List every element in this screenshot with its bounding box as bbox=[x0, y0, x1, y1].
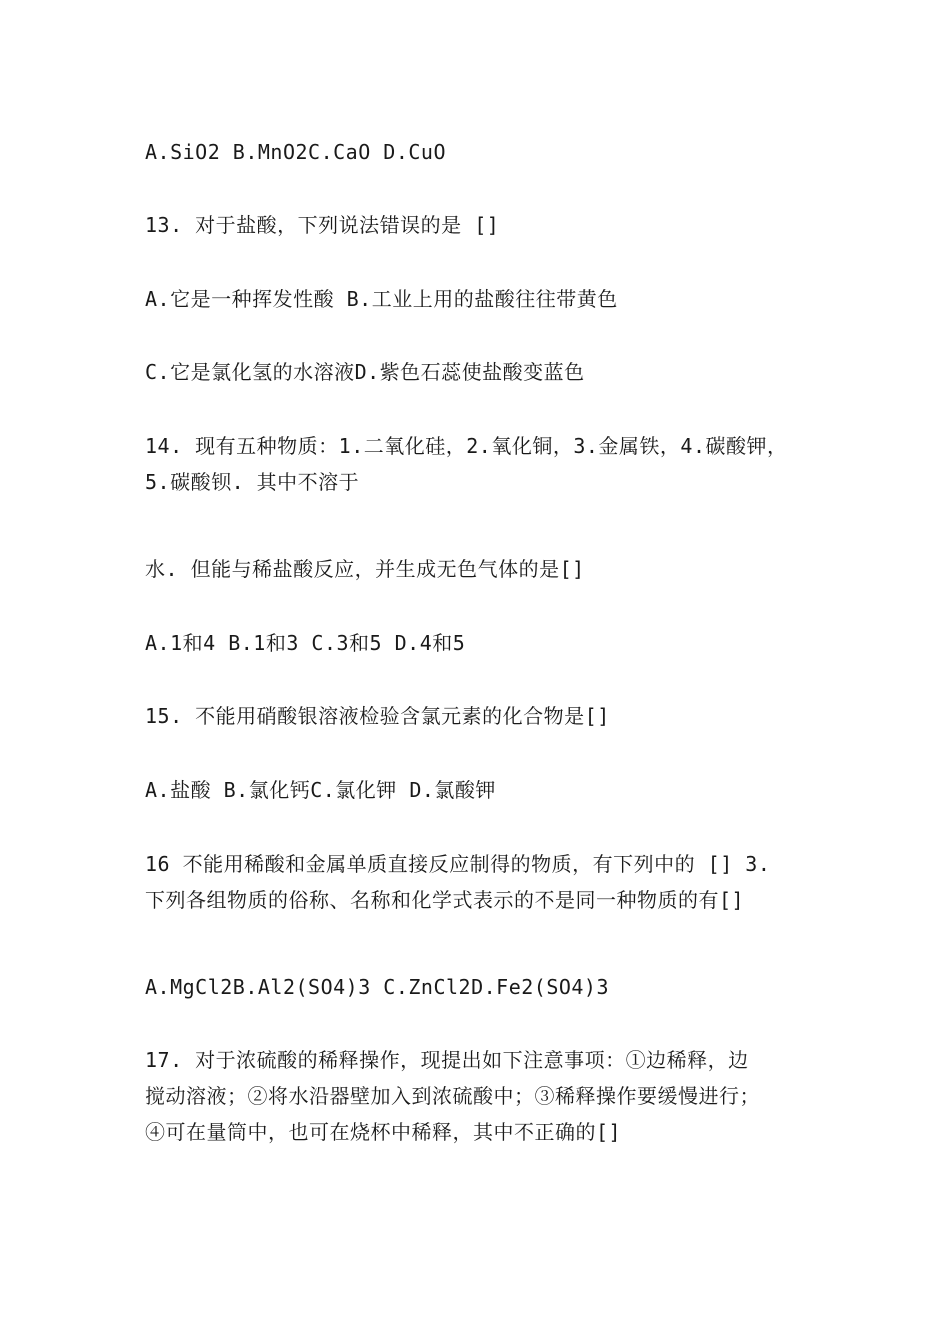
q17-stem bbox=[145, 1042, 825, 1150]
text-line: 17. 对于浓硫酸的稀释操作，现提出如下注意事项：①边稀释，边 bbox=[145, 1048, 749, 1072]
q14-stem-cont bbox=[145, 551, 825, 587]
text-line: 13. 对于盐酸，下列说法错误的是 [] bbox=[145, 213, 500, 237]
text-line: A.盐酸 B.氯化钙C.氯化钾 D.氯酸钾 bbox=[145, 778, 496, 802]
q16-options bbox=[145, 969, 825, 1005]
text-line: 15. 不能用硝酸银溶液检验含氯元素的化合物是[] bbox=[145, 704, 610, 728]
text-line: 14. 现有五种物质：1.二氧化硅，2.氧化铜，3.金属铁，4.碳酸钾， bbox=[145, 434, 788, 458]
text-line: 水. 但能与稀盐酸反应，并生成无色气体的是[] bbox=[145, 557, 585, 581]
q14-stem bbox=[145, 428, 825, 500]
text-line: 16 不能用稀酸和金属单质直接反应制得的物质，有下列中的 [] 3. bbox=[145, 852, 771, 876]
q12-options bbox=[145, 134, 825, 170]
text-line: A.它是一种挥发性酸 B.工业上用的盐酸往往带黄色 bbox=[145, 287, 618, 311]
q16-stem bbox=[145, 846, 825, 918]
q15-options bbox=[145, 772, 825, 808]
text-line: 下列各组物质的俗称、名称和化学式表示的不是同一种物质的有[] bbox=[145, 888, 745, 912]
q13-stem bbox=[145, 207, 825, 243]
text-line: 5.碳酸钡. 其中不溶于 bbox=[145, 470, 360, 494]
q15-stem bbox=[145, 698, 825, 734]
text-line: 搅动溶液；②将水沿器壁加入到浓硫酸中；③稀释操作要缓慢进行； bbox=[145, 1084, 760, 1108]
q13-options-ab bbox=[145, 281, 825, 317]
q14-options bbox=[145, 625, 825, 661]
text-line: A.SiO2 B.MnO2C.CaO D.CuO bbox=[145, 140, 446, 164]
text-line: A.1和4 B.1和3 C.3和5 D.4和5 bbox=[145, 631, 466, 655]
text-line: ④可在量筒中，也可在烧杯中稀释，其中不正确的[] bbox=[145, 1120, 622, 1144]
text-line: C.它是氯化氢的水溶液D.紫色石蕊使盐酸变蓝色 bbox=[145, 360, 585, 384]
q13-options-cd bbox=[145, 354, 825, 390]
text-line: A.MgCl2B.Al2(SO4)3 C.ZnCl2D.Fe2(SO4)3 bbox=[145, 975, 610, 999]
